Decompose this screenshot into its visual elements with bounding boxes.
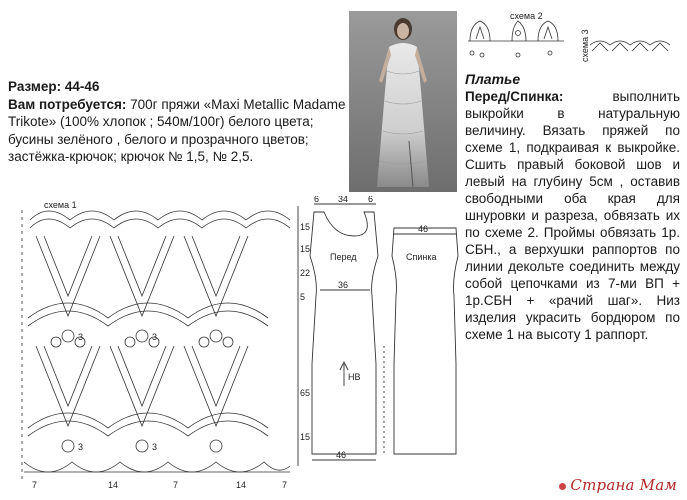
need-label: Вам потребуется: [8, 96, 127, 112]
front-label: Перед [330, 252, 357, 262]
grain-label: НВ [348, 372, 361, 382]
height-dim: 65 [300, 388, 311, 398]
scheme1-diagram [8, 196, 293, 492]
height-dim: 22 [300, 268, 311, 278]
rapport-label: 3 [152, 442, 158, 452]
materials-block [8, 78, 360, 166]
instructions [465, 71, 680, 343]
waist-dim: 36 [338, 280, 349, 290]
watermark [559, 476, 677, 494]
watermark-text: Страна Мам [570, 476, 677, 494]
materials-text [8, 96, 360, 166]
front-top-dim: 34 [338, 196, 349, 204]
height-dim: 5 [300, 292, 306, 302]
back-top-dim: 46 [418, 224, 429, 234]
model-photo [349, 11, 457, 192]
schemes-2-3-diagram [460, 7, 682, 69]
rapport-label: 3 [78, 442, 84, 452]
rapport-label: 3 [78, 332, 84, 342]
bottom-number: 7 [282, 480, 288, 490]
back-label: Спинка [406, 252, 437, 262]
watermark-dot-icon [559, 483, 566, 490]
bottom-number: 14 [108, 480, 119, 490]
bottom-number: 7 [32, 480, 38, 490]
pattern-pieces [292, 196, 462, 492]
front-top-dim: 6 [314, 196, 320, 204]
height-dim: 15 [300, 432, 311, 442]
rapport-label: 3 [152, 332, 158, 342]
scheme2-label: схема 2 [510, 11, 543, 21]
instructions-title: Платье [465, 71, 521, 87]
instructions-body: выполнить выкройки в натуральную величину. Вязать пряжей по схеме 1, подкраивая к выкройке. Сшить правый боковой шов и левый на глубину 5см , оставив свободными оба края для шнуровки и разреза, обвязать их по схеме 2. Проймы обвязать 1р. СБН., а верхушки раппортов по линии декольте соединить между собой цепочками из 7-ми ВП + 1р.СБН + «рачий шаг». Низ изделия украсить бордюром по схеме 1 на высоту 1 раппорт. [465, 89, 680, 342]
need-text: 700г пряжи «Maxi Metallic Madame Trikote» (100% хлопок ; 540м/100г) белого цвета; бусины зелёного , белого и прозрачного цветов; застёжка-крючок; крючок № 1,5, № 2,5. [8, 96, 346, 164]
instructions-subtitle: Перед/Спинка: [465, 89, 564, 104]
height-dim: 15 [300, 244, 311, 254]
bottom-number: 14 [236, 480, 247, 490]
scheme1-label: схема 1 [44, 200, 77, 210]
size-label: Размер: 44-46 [8, 79, 100, 94]
bottom-dim: 46 [336, 450, 347, 460]
bottom-number: 7 [173, 480, 179, 490]
scheme3-label: схема 3 [580, 29, 590, 62]
instructions-text [465, 88, 680, 343]
front-top-dim: 6 [368, 196, 374, 204]
height-dim: 15 [300, 222, 311, 232]
